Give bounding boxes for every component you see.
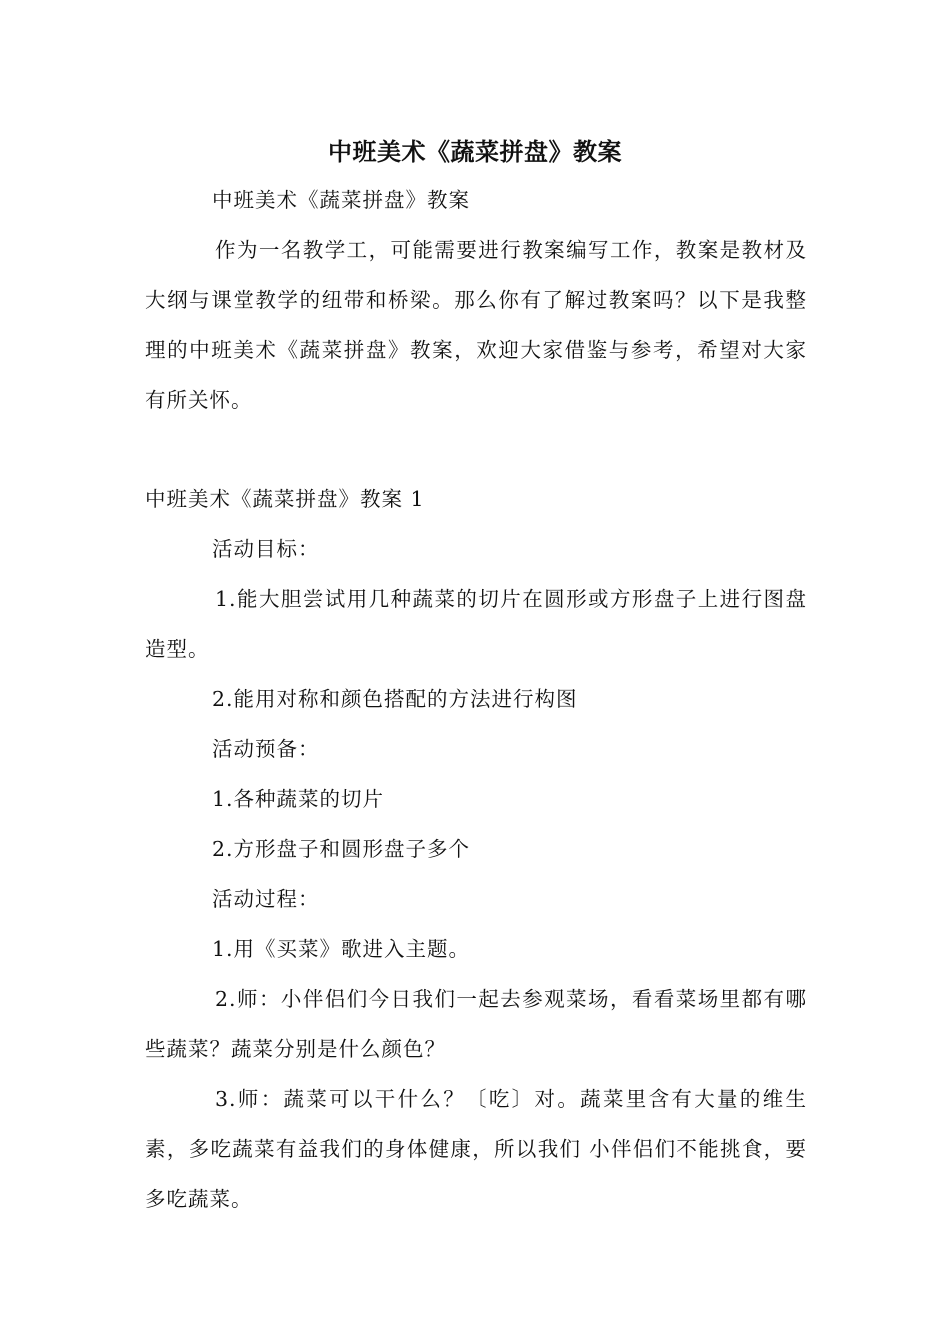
document-subtitle: 中班美术《蔬菜拼盘》教案: [212, 188, 470, 212]
intro-paragraph: 作为一名教学工，可能需要进行教案编写工作，教案是教材及大纲与课堂教学的纽带和桥梁。那么你有了解过教案吗？以下是我整理的中班美术《蔬菜拼盘》教案，欢迎大家借鉴与参考，希望对大家有所关怀。: [145, 238, 807, 412]
process-step-1: 1.用《买菜》歌进入主题。: [212, 937, 471, 961]
goal-item-2: 2.能用对称和颜色搭配的方法进行构图: [212, 687, 578, 711]
process-step-2: 2.师：小伴侣们今日我们一起去参观菜场，看看菜场里都有哪些蔬菜？蔬菜分别是什么颜色？: [145, 987, 807, 1061]
prep-item-2: 2.方形盘子和圆形盘子多个: [212, 837, 471, 861]
prep-heading: 活动预备：: [212, 737, 320, 761]
process-step-3: 3.师：蔬菜可以干什么？〔吃〕对。蔬菜里含有大量的维生素，多吃蔬菜有益我们的身体健康，所以我们 小伴侣们不能挑食，要多吃蔬菜。: [145, 1087, 807, 1211]
goals-heading: 活动目标：: [212, 537, 320, 561]
process-heading: 活动过程：: [212, 887, 320, 911]
goal-item-1: 1.能大胆尝试用几种蔬菜的切片在圆形或方形盘子上进行图盘造型。: [145, 587, 807, 661]
prep-item-1: 1.各种蔬菜的切片: [212, 787, 385, 811]
section-heading: 中班美术《蔬菜拼盘》教案 1: [145, 487, 425, 511]
document-title: 中班美术《蔬菜拼盘》教案: [328, 137, 622, 166]
